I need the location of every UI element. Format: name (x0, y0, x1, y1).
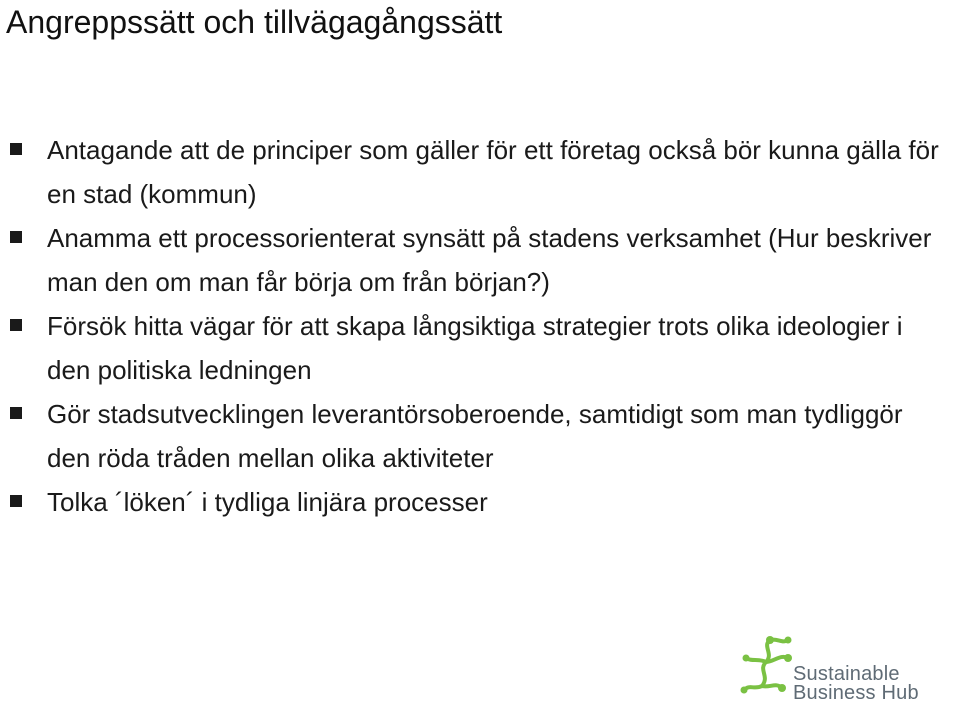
square-bullet-icon (10, 231, 22, 243)
bullet-item (10, 216, 940, 304)
slide-title: Angreppssätt och tillvägagångssätt (6, 4, 503, 40)
bullet-text: Tolka ´löken´ i tydliga linjära processer (47, 487, 488, 517)
square-bullet-icon (10, 495, 22, 507)
bullet-text: Gör stadsutvecklingen leverantörsoberoende, samtidigt som man tydliggör den röda tråden mellan olika aktiviteter (47, 399, 903, 473)
logo-line-1: Sustainable (793, 663, 900, 685)
square-bullet-icon (10, 319, 22, 331)
bullet-text: Försök hitta vägar för att skapa långsiktiga strategier trots olika ideologier i den politiska ledningen (47, 311, 903, 385)
logo-line-2: Business Hub (793, 682, 919, 704)
square-bullet-icon (10, 407, 22, 419)
bullet-text: Anamma ett processorienterat synsätt på stadens verksamhet (Hur beskriver man den om man får börja om från början?) (47, 223, 932, 297)
green-molecule-logo-icon (740, 632, 800, 702)
bullet-list (10, 128, 940, 524)
bullet-text: Antagande att de principer som gäller för ett företag också bör kunna gälla för en stad (kommun) (47, 135, 939, 209)
bullet-item (10, 304, 940, 392)
square-bullet-icon (10, 143, 22, 155)
bullet-item (10, 480, 940, 524)
bullet-item (10, 128, 940, 216)
sustainable-business-hub-logo (740, 630, 956, 705)
bullet-item (10, 392, 940, 480)
logo-wordmark (793, 665, 919, 703)
